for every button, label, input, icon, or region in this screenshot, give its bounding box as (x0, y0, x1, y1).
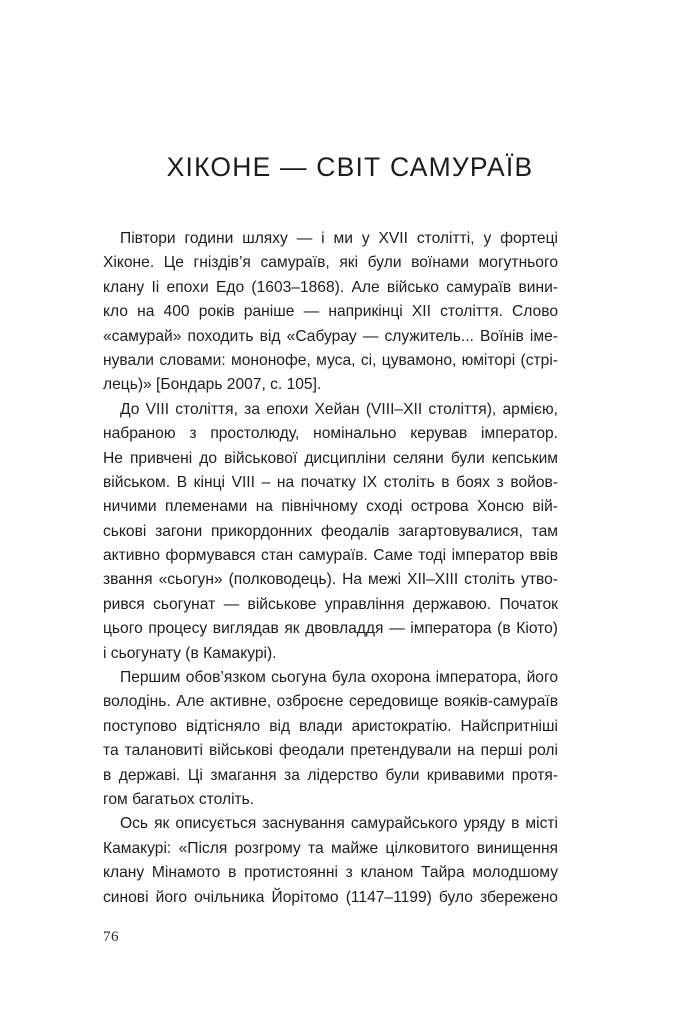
paragraph-4 (103, 812, 558, 910)
paragraph-3 (103, 666, 558, 812)
text-line: Не привчені до військової дисципліни селяни були кепським (103, 449, 558, 467)
text-line: Камакурі: «Після розгрому та майже цілковитого винищення (103, 839, 558, 857)
text-line: набраною з простолюду, номінально керував імператор. (103, 425, 558, 443)
text-line: лець)» [Бондарь 2007, с. 105]. (103, 376, 322, 394)
body-text (103, 227, 558, 910)
chapter-title: ХІКОНЕ — СВІТ САМУРАЇВ (166, 152, 534, 182)
text-line: клану Іі епохи Едо (1603–1868). Але військо самураїв вини- (103, 278, 558, 296)
text-line: гом багатьох століть. (103, 790, 255, 808)
page-number: 76 (103, 929, 119, 945)
text-line: Півтори години шляху — і ми у XVII столітті, у фортеці (120, 230, 558, 247)
text-line: Першим обов’язком сьогуна була охорона імператора, його (120, 669, 558, 687)
text-line: звання «сьогун» (полководець). На межі XII–XIII століть утво- (103, 571, 558, 589)
text-line: До VIII століття, за епохи Хейан (VIII–XII століття), армією, (120, 400, 558, 418)
text-line: поступово відтісняло від влади аристократію. Найспритніші (103, 717, 558, 735)
text-line: володінь. Але активне, озброєне середовище вояків-самураїв (103, 693, 558, 711)
text-line: кло на 400 років раніше — наприкінці XII століття. Слово (103, 303, 558, 321)
text-line: клану Мінамото в протистоянні з кланом Тайра молодшому (103, 864, 558, 882)
text-line: активно формувався стан самураїв. Саме тоді імператор ввів (103, 547, 558, 565)
text-line: та талановиті військові феодали претендували на перші ролі (103, 742, 558, 760)
text-line: рився сьогунат — військове управління державою. Початок (103, 595, 558, 613)
text-line: і сьогунату (в Камакурі). (103, 644, 277, 662)
text-line: ськові загони прикордонних феодалів загартовувалися, там (103, 522, 558, 540)
text-line: цього процесу виглядав як двовладдя — імператора (в Кіото) (103, 620, 558, 638)
text-line: військом. В кінці VIII – на початку IX століть в боях з войов- (103, 473, 558, 491)
text-line: в державі. Ці змагання за лідерство були кривавими протя- (103, 766, 558, 784)
paragraph-2 (103, 398, 558, 666)
text-line: ничими племенами на північному сході острова Хонсю вій- (103, 498, 558, 516)
text-line: нували словами: мононофе, муса, сі, цувамоно, юміторі (стрі- (103, 351, 558, 369)
text-line: Ось як описується заснування самурайського уряду в місті (120, 815, 558, 833)
text-line: синові його очільника Йорітомо (1147–1199) було збережено (103, 888, 558, 906)
text-line: Хіконе. Це гніздів’я самураїв, які були воїнами могутнього (103, 254, 558, 272)
text-line: «самурай» походить від «Сабурау — служитель... Воїнів іме- (103, 327, 558, 345)
paragraph-1 (103, 227, 558, 398)
